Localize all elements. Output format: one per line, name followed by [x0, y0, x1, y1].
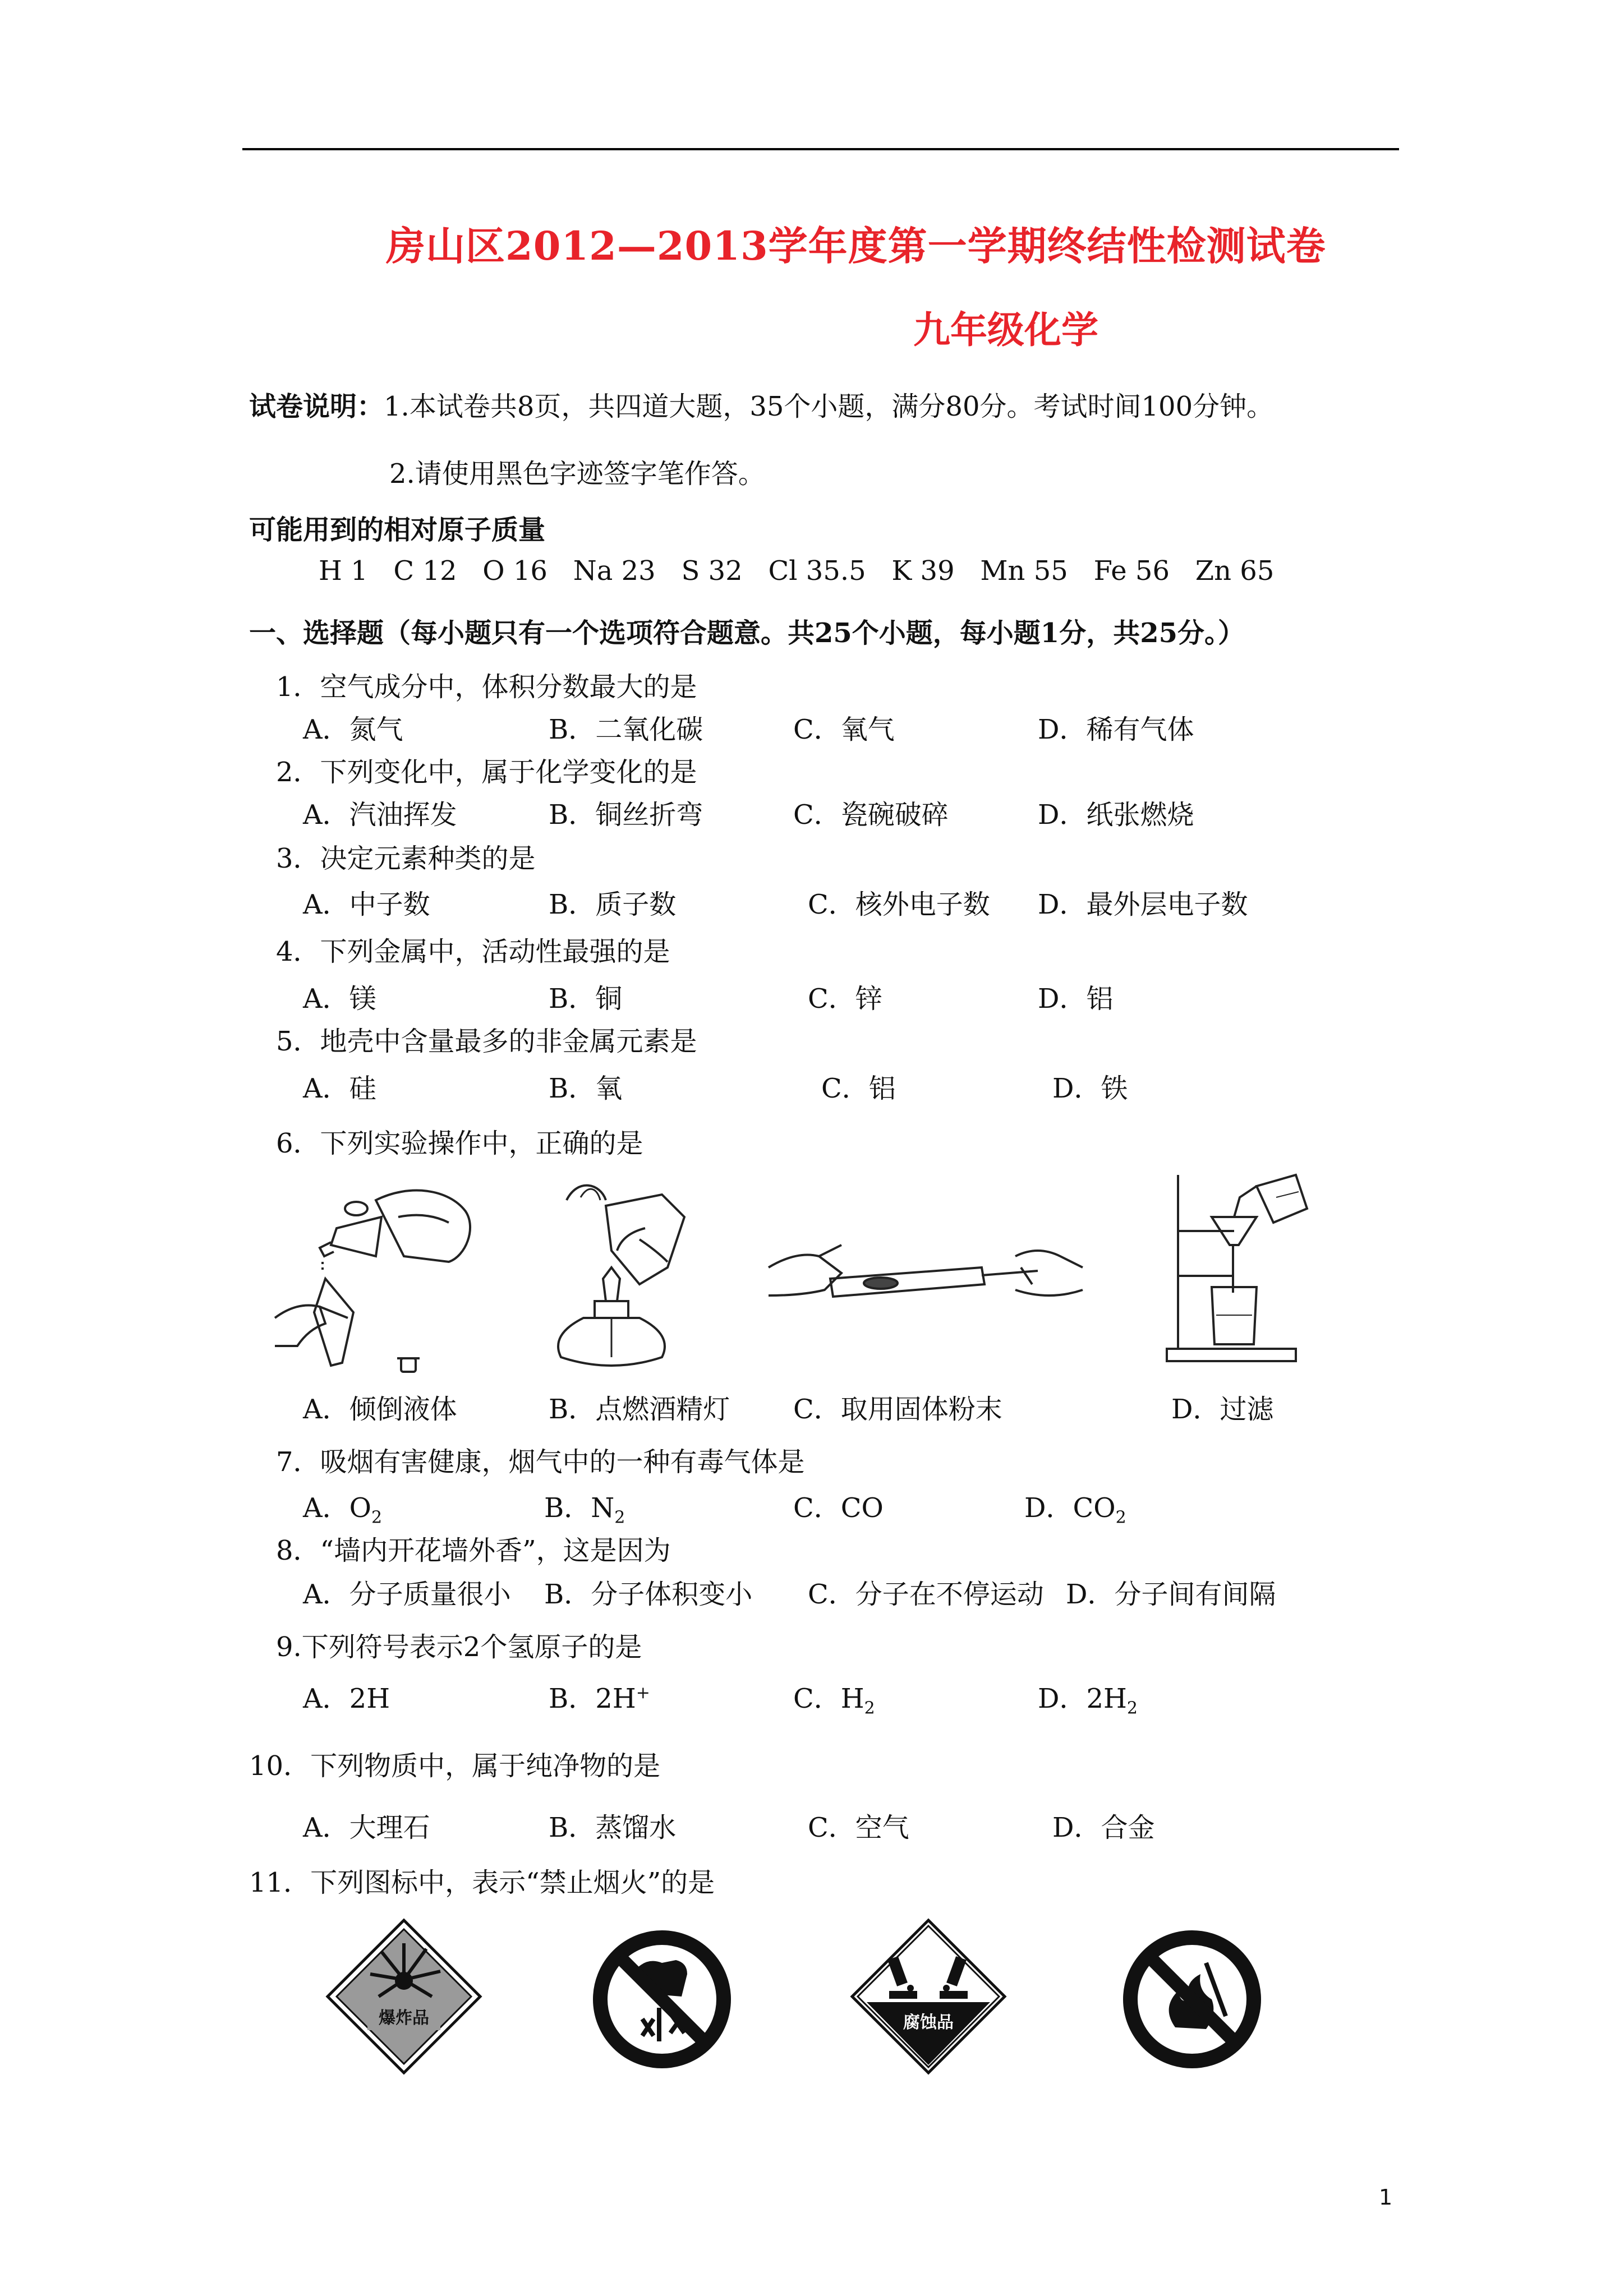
q3-option-b: B．质子数 [549, 889, 677, 920]
question-7-stem: 7．吸烟有害健康，烟气中的一种有毒气体是 [276, 1446, 805, 1478]
q3-option-c: C．核外电子数 [808, 889, 990, 920]
q6-option-a: A．倾倒液体 [303, 1394, 457, 1425]
q9-option-c: C．$H_2$ [793, 1683, 875, 1718]
prohibition-sign-icon [592, 1929, 732, 2069]
question-9-stem: 9.下列符号表示2个氢原子的是 [276, 1631, 642, 1663]
q2-option-c: C．瓷碗破碎 [793, 799, 949, 831]
q1-option-a: A．氮气 [303, 714, 403, 745]
q7-option-d: D．$CO_2$ [1024, 1492, 1126, 1528]
q7-option-b: B．$N_2$ [544, 1492, 625, 1528]
q10-option-a: A．大理石 [303, 1812, 430, 1843]
question-10-stem: 10．下列物质中，属于纯净物的是 [249, 1750, 661, 1782]
page-number: 1 [1379, 2185, 1393, 2210]
q8-option-c: C．分子在不停运动 [808, 1579, 1044, 1610]
q5-option-b: B．氧 [549, 1073, 623, 1104]
q5-option-d: D．铁 [1052, 1073, 1128, 1104]
page-subtitle: 九年级化学 [913, 308, 1098, 352]
q2-option-b: B．铜丝折弯 [549, 799, 703, 831]
q9-option-a: A．2H [303, 1683, 390, 1714]
q3-option-d: D．最外层电子数 [1038, 889, 1248, 920]
q8-option-d: D．分子间有间隔 [1066, 1579, 1276, 1610]
explosive-label: 爆炸品 [379, 2008, 429, 2028]
figure-filtration [1156, 1164, 1324, 1366]
explosive-sign-icon [325, 1918, 482, 2075]
corrosive-label: 腐蚀品 [903, 2013, 954, 2032]
q10-option-b: B．蒸馏水 [549, 1812, 677, 1843]
section-1-heading: 一、选择题（每小题只有一个选项符合题意。共25个小题，每小题1分，共25分。） [249, 617, 1245, 649]
instructions-label: 试卷说明： [249, 391, 384, 422]
figure-alcohol-lamp [527, 1167, 707, 1380]
q10-option-d: D．合金 [1052, 1812, 1155, 1843]
question-5-stem: 5．地壳中含量最多的非金属元素是 [276, 1026, 697, 1057]
figure-solid-powder [769, 1234, 1083, 1335]
corrosive-sign-icon [850, 1918, 1007, 2075]
q5-option-c: C．铝 [821, 1073, 896, 1104]
question-11-stem: 11．下列图标中，表示“禁止烟火”的是 [249, 1867, 715, 1898]
instructions-line-2: 2.请使用黑色字迹签字笔作答。 [389, 458, 765, 490]
q1-option-d: D．稀有气体 [1038, 714, 1194, 745]
q6-option-d: D．过滤 [1171, 1394, 1274, 1425]
atomic-mass-values: H 1 C 12 O 16 Na 23 S 32 Cl 35.5 K 39 Mn 55 Fe 56 Zn 65 [319, 555, 1275, 587]
q2-option-a: A．汽油挥发 [303, 799, 457, 831]
q2-option-d: D．纸张燃烧 [1038, 799, 1194, 831]
q6-option-b: B．点燃酒精灯 [549, 1394, 730, 1425]
question-2-stem: 2．下列变化中，属于化学变化的是 [276, 757, 697, 788]
q1-option-b: B．二氧化碳 [549, 714, 703, 745]
instructions-text-1: 1.本试卷共8页，共四道大题，35个小题，满分80分。考试时间100分钟。 [384, 391, 1274, 422]
question-3-stem: 3．决定元素种类的是 [276, 843, 536, 874]
q4-option-d: D．铝 [1038, 983, 1114, 1015]
header-rule [242, 148, 1399, 150]
question-8-stem: 8．“墙内开花墙外香”，这是因为 [276, 1535, 671, 1566]
q6-option-c: C．取用固体粉末 [793, 1394, 1002, 1425]
q8-option-b: B．分子体积变小 [544, 1579, 753, 1610]
q5-option-a: A．硅 [303, 1073, 376, 1104]
page-title: 房山区2012—2013学年度第一学期终结性检测试卷 [386, 223, 1326, 269]
q7-option-a: A．$O_2$ [303, 1492, 383, 1528]
q1-option-c: C．氧气 [793, 714, 895, 745]
question-1-stem: 1．空气成分中，体积分数最大的是 [276, 671, 697, 703]
q4-option-c: C．锌 [808, 983, 882, 1015]
q4-option-b: B．铜 [549, 983, 623, 1015]
q4-option-a: A．镁 [303, 983, 376, 1015]
q9-option-d: D．$2H_2$ [1038, 1683, 1138, 1718]
question-6-stem: 6．下列实验操作中，正确的是 [276, 1128, 643, 1159]
figure-pouring-liquid [264, 1178, 499, 1380]
no-fire-sign-icon [1122, 1929, 1262, 2069]
q10-option-c: C．空气 [808, 1812, 909, 1843]
q9-option-b: B．2H+ [549, 1683, 650, 1714]
question-4-stem: 4．下列金属中，活动性最强的是 [276, 936, 670, 967]
q7-option-c: C．CO [793, 1492, 884, 1524]
q3-option-a: A．中子数 [303, 889, 430, 920]
q8-option-a: A．分子质量很小 [303, 1579, 511, 1610]
instructions-line-1 [249, 385, 1273, 423]
atomic-mass-heading: 可能用到的相对原子质量 [249, 514, 546, 546]
